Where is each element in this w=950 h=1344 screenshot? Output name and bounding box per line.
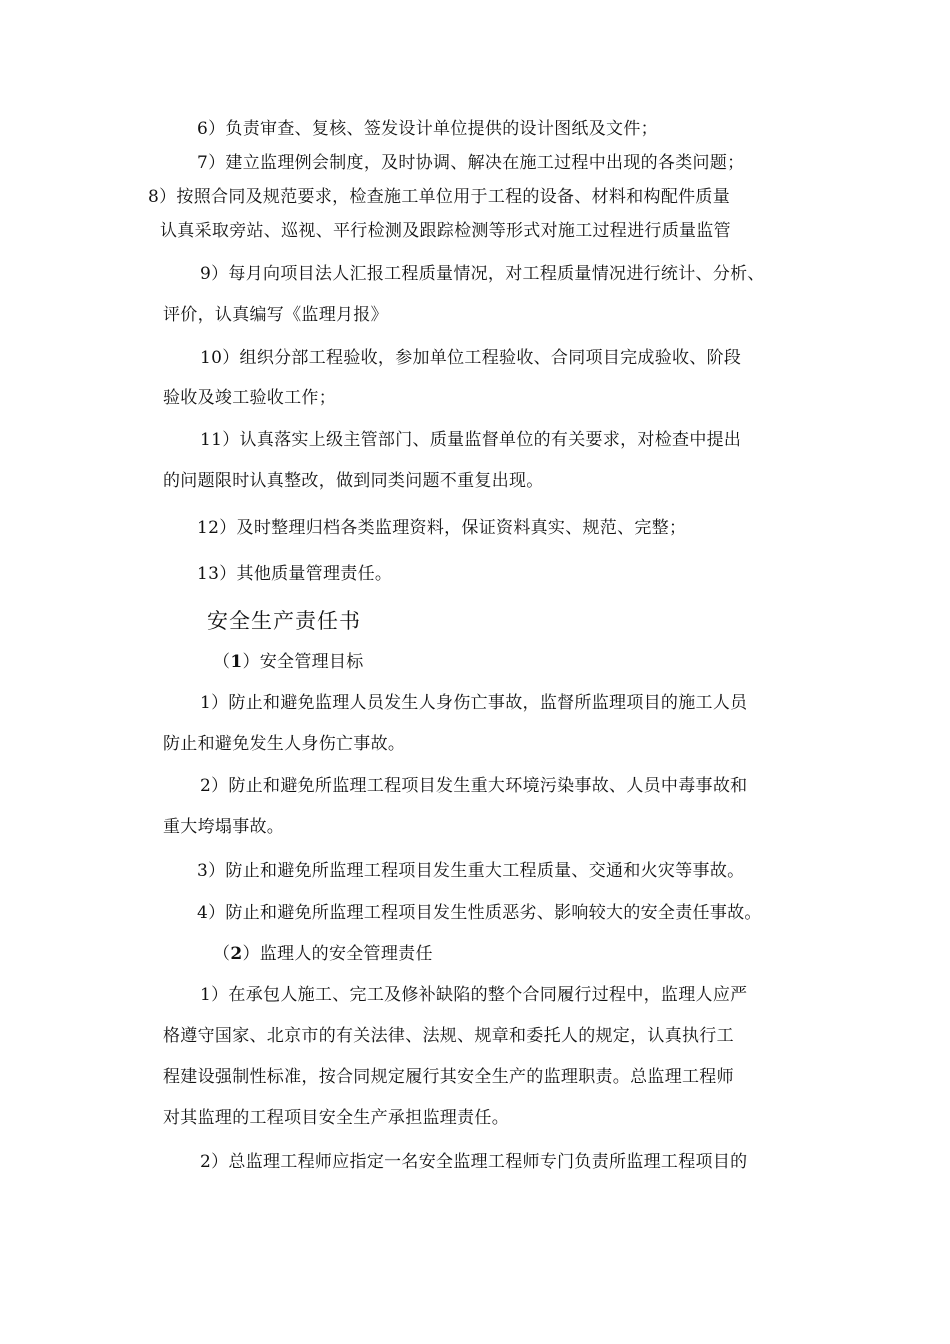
paragraph-line: 11）认真落实上级主管部门、质量监督单位的有关要求，对检查中提出 (200, 430, 742, 450)
paragraph-line: 4）防止和避免所监理工程项目发生性质恶劣、影响较大的安全责任事故。 (197, 903, 762, 923)
subsection-paren: （ (213, 944, 231, 964)
paragraph-line: 9）每月向项目法人汇报工程质量情况，对工程质量情况进行统计、分析、 (200, 264, 765, 284)
subsection-title (213, 651, 364, 673)
paragraph-line: 防止和避免发生人身伤亡事故。 (163, 734, 406, 754)
paragraph-line: 的问题限时认真整改，做到同类问题不重复出现。 (163, 471, 544, 491)
paragraph-line: 验收及竣工验收工作； (163, 388, 336, 408)
paragraph-line: 13）其他质量管理责任。 (197, 564, 393, 584)
subsection-number: 1 (230, 652, 243, 672)
section-heading: 安全生产责任书 (207, 609, 361, 633)
paragraph-line: 评价，认真编写《监理月报》 (163, 305, 388, 325)
paragraph-line: 2）总监理工程师应指定一名安全监理工程师专门负责所监理工程项目的 (200, 1152, 748, 1172)
paragraph-line: 3）防止和避免所监理工程项目发生重大工程质量、交通和火灾等事故。 (197, 861, 745, 881)
paragraph-line: 8）按照合同及规范要求，检查施工单位用于工程的设备、材料和构配件质量 (148, 187, 731, 207)
subsection-label: ）安全管理目标 (242, 652, 364, 672)
subsection-title (213, 943, 433, 965)
subsection-number: 2 (230, 944, 243, 964)
paragraph-line: 重大垮塌事故。 (163, 817, 285, 837)
paragraph-line: 1）在承包人施工、完工及修补缺陷的整个合同履行过程中，监理人应严 (200, 985, 748, 1005)
subsection-paren: （ (213, 652, 231, 672)
paragraph-line: 对其监理的工程项目安全生产承担监理责任。 (163, 1108, 509, 1128)
paragraph-line: 认真采取旁站、巡视、平行检测及跟踪检测等形式对施工过程进行质量监管 (160, 221, 731, 241)
paragraph-line: 1）防止和避免监理人员发生人身伤亡事故，监督所监理项目的施工人员 (200, 693, 748, 713)
paragraph-line: 程建设强制性标准，按合同规定履行其安全生产的监理职责。总监理工程师 (163, 1067, 734, 1087)
paragraph-line: 7）建立监理例会制度，及时协调、解决在施工过程中出现的各类问题； (197, 153, 745, 173)
paragraph-line: 10）组织分部工程验收，参加单位工程验收、合同项目完成验收、阶段 (200, 348, 742, 368)
paragraph-line: 12）及时整理归档各类监理资料，保证资料真实、规范、完整； (197, 518, 687, 538)
paragraph-line: 6）负责审查、复核、签发设计单位提供的设计图纸及文件； (197, 119, 658, 139)
paragraph-line: 格遵守国家、北京市的有关法律、法规、规章和委托人的规定，认真执行工 (163, 1026, 734, 1046)
paragraph-line: 2）防止和避免所监理工程项目发生重大环境污染事故、人员中毒事故和 (200, 776, 748, 796)
subsection-label: ）监理人的安全管理责任 (242, 944, 433, 964)
